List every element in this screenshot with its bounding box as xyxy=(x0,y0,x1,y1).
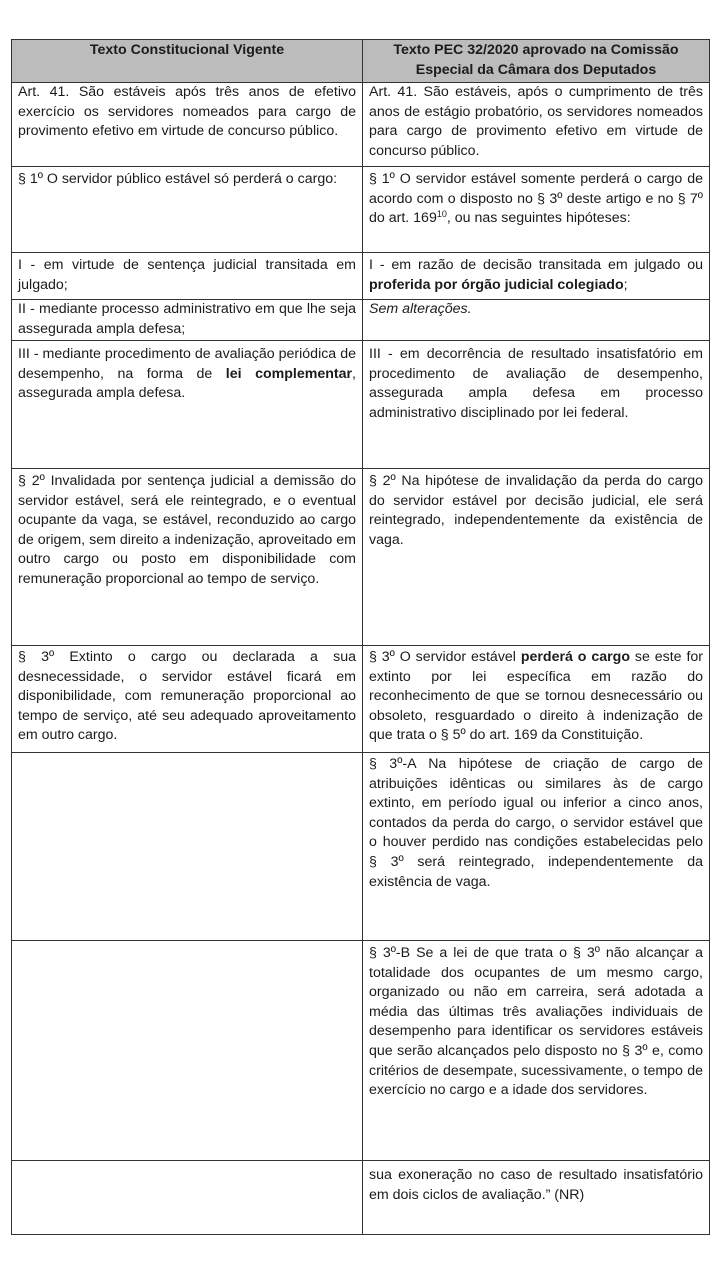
cell-text: § 3º O servidor estável xyxy=(369,649,521,665)
footnote-marker: 10 xyxy=(436,209,447,220)
cell-text: , ou nas seguintes hipóteses: xyxy=(446,210,631,227)
cell-text: I - em razão de decisão transitada em julgado ou xyxy=(369,257,703,273)
pec-text-cell xyxy=(363,341,710,469)
current-text-cell xyxy=(12,1161,363,1235)
table-row xyxy=(12,83,710,167)
pec-text-cell xyxy=(363,753,710,941)
cell-text: se este for extinto por lei específica em razão do reconhecimento de que se tornou desnecessário ou obsoleto, resguardado o direito à indenização de que trata o § 5º do art. 169 da Constituição. xyxy=(369,649,704,744)
pec-text-cell xyxy=(363,167,710,253)
current-text-cell xyxy=(12,300,363,341)
pec-text-cell xyxy=(363,469,710,646)
pec-text-cell xyxy=(363,300,710,341)
table-row xyxy=(12,341,710,469)
cell-text: § 1º O servidor estável somente perderá o cargo de acordo com o disposto no § 3º deste artigo e no § 7º do art. 169 xyxy=(369,171,703,227)
cell-text: Art. 41. São estáveis após três anos de efetivo exercício os servidores nomeados para cargo de provimento efetivo em virtude de concurso público. xyxy=(18,84,356,140)
pec-text-cell xyxy=(363,941,710,1161)
cell-text: III - em decorrência de resultado insatisfatório em procedimento de avaliação de desempenho, assegurada ampla defesa em processo administrativo disciplinado por lei federal. xyxy=(369,346,703,421)
cell-text: sua exoneração no caso de resultado insatisfatório em dois ciclos de avaliação.” (NR) xyxy=(369,1167,703,1203)
current-text-cell xyxy=(12,941,363,1161)
cell-text: § 3º-B Se a lei de que trata o § 3º não alcançar a totalidade dos ocupantes de um mesmo cargo, organizado ou não em carreira, será adotada a média das últimas três avaliações individuais de desempenho para identificar os servidores estáveis que serão alcançados pelo disposto no § 3º e, como critérios de desempate, sucessivamente, o tempo de exercício no cargo e a idade dos servidores. xyxy=(369,945,703,1099)
cell-text: § 2º Na hipótese de invalidação da perda do cargo do servidor estável por decisão judicial, ele será reintegrado, independentemente da existência de vaga. xyxy=(369,473,703,548)
cell-text: III - mediante procedimento de avaliação periódica de desempenho, na forma de xyxy=(18,346,356,382)
cell-text-bold: lei complementar xyxy=(225,365,353,382)
cell-text: § 2º Invalidada por sentença judicial a demissão do servidor estável, será ele reintegrado, e o eventual ocupante da vaga, se estável, reconduzido ao cargo de origem, sem direito a indenização, aproveitado em outro cargo ou posto em disponibilidade com remuneração proporcional ao tempo de serviço. xyxy=(18,473,356,587)
header-current-text: Texto Constitucional Vigente xyxy=(12,40,363,83)
header-pec-text: Texto PEC 32/2020 aprovado na Comissão Especial da Câmara dos Deputados xyxy=(363,40,710,83)
pec-text-cell xyxy=(363,83,710,167)
current-text-cell xyxy=(12,253,363,300)
current-text-cell xyxy=(12,469,363,646)
table-row xyxy=(12,753,710,941)
pec-text-cell xyxy=(363,646,710,753)
table-row xyxy=(12,1161,710,1235)
cell-text: ; xyxy=(623,276,628,293)
table-row xyxy=(12,941,710,1161)
pec-text-cell xyxy=(363,1161,710,1235)
comparison-table xyxy=(11,39,710,1235)
cell-text-italic: Sem alterações. xyxy=(369,301,472,317)
cell-text: § 3º Extinto o cargo ou declarada a sua desnecessidade, o servidor estável ficará em disponibilidade, com remuneração proporcional ao tempo de serviço, até seu adequado aproveitamento em outro cargo. xyxy=(18,649,356,744)
table-row xyxy=(12,253,710,300)
table-row xyxy=(12,300,710,341)
cell-text-bold: perderá o cargo xyxy=(520,649,630,665)
cell-text: § 3º-A Na hipótese de criação de cargo de atribuições idênticas ou similares às de cargo extinto, em período igual ou inferior a cinco anos, contados da perda do cargo, o servidor estável que o houver perdido nas condições estabelecidas pelo § 3º será reintegrado, independentemente da existência de vaga. xyxy=(369,756,703,890)
current-text-cell xyxy=(12,167,363,253)
table-row xyxy=(12,167,710,253)
table-row xyxy=(12,646,710,753)
table-header-row xyxy=(12,40,710,83)
cell-text: Art. 41. São estáveis, após o cumprimento de três anos de estágio probatório, os servidores nomeados para cargo de provimento efetivo em virtude de concurso público. xyxy=(369,84,703,159)
table-row xyxy=(12,469,710,646)
current-text-cell xyxy=(12,341,363,469)
current-text-cell xyxy=(12,646,363,753)
current-text-cell xyxy=(12,83,363,167)
cell-text: , assegurada ampla defesa. xyxy=(18,365,356,402)
cell-text: I - em virtude de sentença judicial transitada em julgado; xyxy=(18,257,356,293)
cell-text-bold: proferida por órgão judicial colegiado xyxy=(369,276,624,293)
current-text-cell xyxy=(12,753,363,941)
cell-text: § 1º O servidor público estável só perderá o cargo: xyxy=(18,171,338,187)
pec-text-cell xyxy=(363,253,710,300)
comparison-document xyxy=(11,39,709,1235)
cell-text: II - mediante processo administrativo em que lhe seja assegurada ampla defesa; xyxy=(18,301,356,337)
